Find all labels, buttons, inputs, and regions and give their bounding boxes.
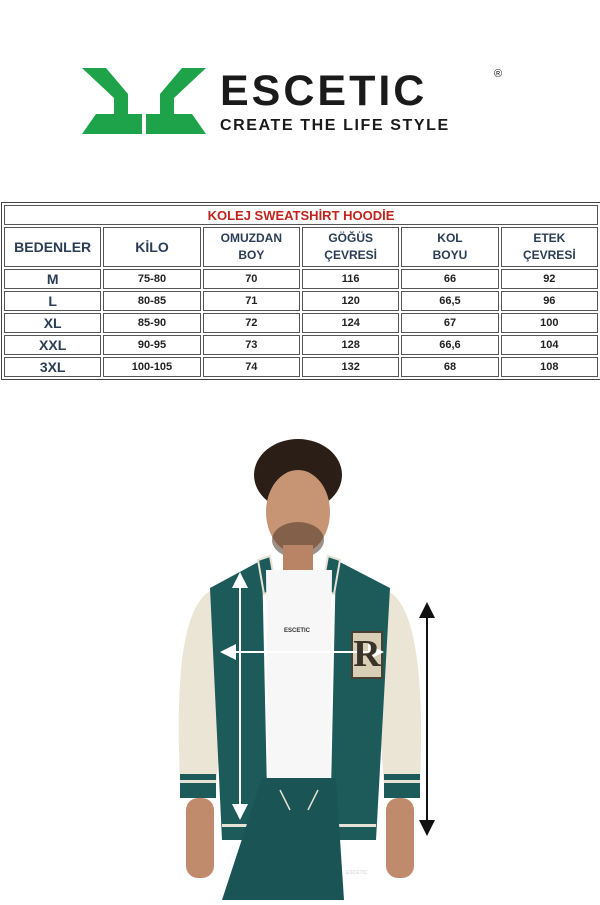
kilo-cell: 75-80 — [103, 269, 200, 289]
table-row — [4, 291, 598, 311]
brand-name: ESCETIC — [220, 67, 428, 115]
header-kol-boyu: KOL BOYU — [401, 227, 498, 267]
registered-mark: ® — [494, 68, 503, 80]
kol-cell: 66,5 — [401, 291, 498, 311]
gogus-cell: 128 — [302, 335, 399, 355]
etek-cell: 96 — [501, 291, 598, 311]
omuz-cell: 70 — [203, 269, 300, 289]
etek-cell: 92 — [501, 269, 598, 289]
size-cell: 3XL — [4, 357, 101, 377]
jacket-letter-patch: R — [353, 633, 381, 675]
etek-cell: 104 — [501, 335, 598, 355]
gogus-cell: 120 — [302, 291, 399, 311]
omuz-cell: 73 — [203, 335, 300, 355]
kilo-cell: 100-105 — [103, 357, 200, 377]
brand-logo — [70, 62, 530, 142]
table-row — [4, 313, 598, 333]
kilo-cell: 90-95 — [103, 335, 200, 355]
gogus-cell: 116 — [302, 269, 399, 289]
escetic-logo-icon — [76, 68, 212, 138]
brand-tagline: CREATE THE LIFE STYLE — [220, 117, 450, 134]
size-cell: L — [4, 291, 101, 311]
model-illustration — [0, 400, 600, 900]
gogus-cell: 124 — [302, 313, 399, 333]
product-photo — [0, 400, 600, 900]
kol-cell: 67 — [401, 313, 498, 333]
header-omuzdan-boy: OMUZDAN BOY — [203, 227, 300, 267]
omuz-cell: 74 — [203, 357, 300, 377]
table-row — [4, 335, 598, 355]
pants-print-text: ESCETIC — [346, 870, 368, 876]
gogus-cell: 132 — [302, 357, 399, 377]
size-cell: M — [4, 269, 101, 289]
size-chart — [1, 202, 600, 380]
size-cell: XXL — [4, 335, 101, 355]
size-table — [2, 203, 600, 379]
header-bedenler: BEDENLER — [4, 227, 101, 267]
size-cell: XL — [4, 313, 101, 333]
shirt-print-text: ESCETIC — [284, 628, 311, 634]
etek-cell: 108 — [501, 357, 598, 377]
header-gogus-cevresi: GÖĞÜS ÇEVRESİ — [302, 227, 399, 267]
header-kilo: KİLO — [103, 227, 200, 267]
table-row — [4, 357, 598, 377]
kilo-cell: 85-90 — [103, 313, 200, 333]
table-header-row — [4, 227, 598, 267]
omuz-cell: 72 — [203, 313, 300, 333]
omuz-cell: 71 — [203, 291, 300, 311]
kol-cell: 66 — [401, 269, 498, 289]
kol-cell: 68 — [401, 357, 498, 377]
etek-cell: 100 — [501, 313, 598, 333]
kilo-cell: 80-85 — [103, 291, 200, 311]
size-chart-title: KOLEJ SWEATSHİRT HOODİE — [4, 205, 598, 225]
header-etek-cevresi: ETEK ÇEVRESİ — [501, 227, 598, 267]
table-row — [4, 269, 598, 289]
kol-cell: 66,6 — [401, 335, 498, 355]
